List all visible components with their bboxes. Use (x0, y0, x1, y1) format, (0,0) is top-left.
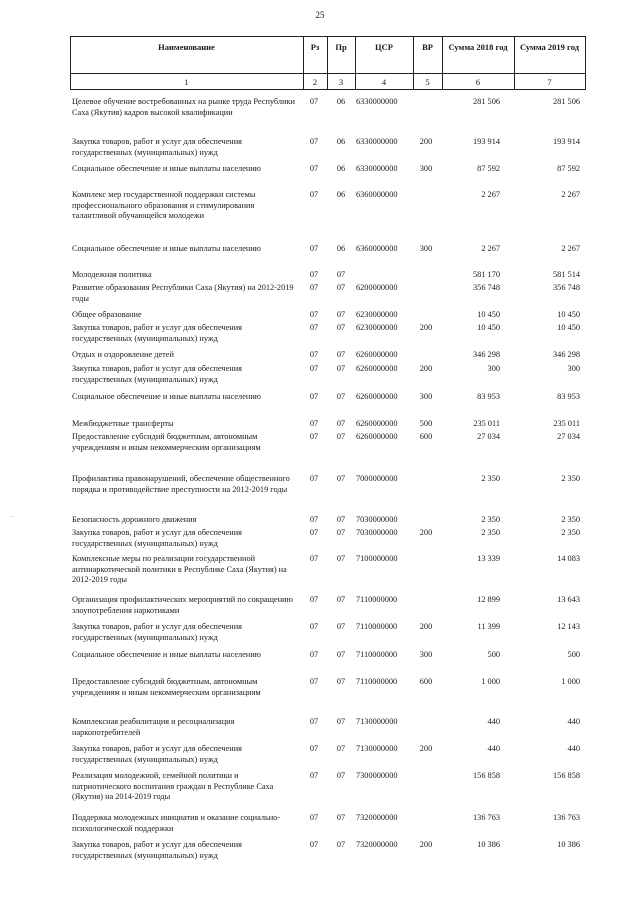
row-pr: 07 (336, 270, 346, 279)
row-vr: 300 (419, 650, 433, 659)
row-rz: 07 (309, 474, 319, 483)
row-sum-2018: 136 763 (473, 813, 500, 822)
row-sum-2018: 2 350 (481, 528, 500, 537)
row-pr: 07 (336, 554, 346, 563)
row-rz: 07 (309, 244, 319, 253)
row-vr: 600 (419, 677, 433, 686)
row-vr: 200 (419, 323, 433, 332)
row-name: Комплекс мер государственной поддержки системы профессионального образования и стимулирования талантливой обучающейся молодежи (72, 190, 256, 221)
row-sum-2018: 83 953 (477, 392, 500, 401)
row-name: Безопасность дорожного движения (72, 515, 197, 524)
row-vr: 200 (419, 364, 433, 373)
header-sum-2019: Сумма 2019 год (519, 42, 580, 52)
row-rz: 07 (309, 270, 319, 279)
row-pr: 07 (336, 840, 346, 849)
row-pr: 07 (336, 622, 346, 631)
row-sum-2018: 10 450 (477, 310, 500, 319)
row-csr: 6260000000 (356, 392, 398, 401)
row-pr: 07 (336, 813, 346, 822)
row-sum-2018: 300 (487, 364, 500, 373)
header-sum-2018: Сумма 2018 год (448, 42, 508, 52)
row-name: Комплексные меры по реализации государственной антинаркотической политики в Республике Саха (Якутия) на 2012-2019 годы (72, 554, 287, 585)
row-sum-2019: 136 763 (553, 813, 580, 822)
row-pr: 07 (336, 310, 346, 319)
row-name: Социальное обеспечение и иные выплаты населению (72, 392, 261, 401)
col-number-2: 2 (312, 77, 318, 87)
row-pr: 06 (336, 97, 346, 106)
row-sum-2019: 281 506 (553, 97, 580, 106)
row-pr: 07 (336, 677, 346, 686)
row-pr: 07 (336, 515, 346, 524)
row-csr: 6360000000 (356, 244, 398, 253)
header-top-rule (70, 36, 586, 37)
row-sum-2018: 1 000 (481, 677, 500, 686)
row-rz: 07 (309, 650, 319, 659)
row-rz: 07 (309, 137, 319, 146)
col-number-4: 4 (381, 77, 387, 87)
row-sum-2019: 2 350 (561, 528, 580, 537)
row-rz: 07 (309, 419, 319, 428)
row-sum-2019: 356 748 (553, 283, 580, 292)
header-vr: ВР (422, 42, 433, 52)
row-csr: 7100000000 (356, 554, 398, 563)
row-sum-2019: 2 350 (561, 474, 580, 483)
row-sum-2018: 281 506 (473, 97, 500, 106)
row-vr: 300 (419, 392, 433, 401)
header-mid-rule (70, 73, 586, 74)
row-pr: 07 (336, 650, 346, 659)
row-sum-2019: 300 (567, 364, 580, 373)
row-vr: 300 (419, 164, 433, 173)
row-sum-2018: 87 592 (477, 164, 500, 173)
header-csr: ЦСР (375, 42, 393, 52)
row-rz: 07 (309, 364, 319, 373)
row-sum-2019: 2 267 (561, 190, 580, 199)
row-csr: 7110000000 (356, 622, 398, 631)
row-rz: 07 (309, 392, 319, 401)
row-vr: 300 (419, 244, 433, 253)
row-rz: 07 (309, 283, 319, 292)
row-vr: 500 (419, 419, 433, 428)
row-rz: 07 (309, 350, 319, 359)
row-name: Закупка товаров, работ и услуг для обеспечения государственных (муниципальных) нужд (72, 364, 242, 384)
row-sum-2018: 27 034 (477, 432, 500, 441)
row-sum-2018: 10 386 (477, 840, 500, 849)
row-sum-2019: 27 034 (557, 432, 580, 441)
row-rz: 07 (309, 323, 319, 332)
row-sum-2019: 193 914 (553, 137, 580, 146)
row-name: Развитие образования Республики Саха (Якутия) на 2012-2019 годы (72, 283, 294, 303)
row-csr: 6330000000 (356, 97, 398, 106)
row-csr: 6330000000 (356, 137, 398, 146)
row-sum-2019: 440 (567, 744, 580, 753)
row-pr: 07 (336, 717, 346, 726)
row-name: Социальное обеспечение и иные выплаты населению (72, 650, 261, 659)
row-name: Закупка товаров, работ и услуг для обеспечения государственных (муниципальных) нужд (72, 323, 242, 343)
row-pr: 07 (336, 432, 346, 441)
row-sum-2018: 156 858 (473, 771, 500, 780)
row-sum-2019: 156 858 (553, 771, 580, 780)
row-name: Поддержка молодежных инициатив и оказание социально-психологической поддержки (72, 813, 281, 833)
row-vr: 200 (419, 622, 433, 631)
row-sum-2018: 11 399 (477, 622, 500, 631)
row-vr: 600 (419, 432, 433, 441)
row-sum-2018: 2 350 (481, 474, 500, 483)
row-rz: 07 (309, 97, 319, 106)
row-csr: 7030000000 (356, 528, 398, 537)
row-rz: 07 (309, 677, 319, 686)
row-csr: 6260000000 (356, 350, 398, 359)
row-pr: 06 (336, 244, 346, 253)
row-name: Межбюджетные трансферты (72, 419, 174, 428)
row-csr: 7130000000 (356, 717, 398, 726)
row-name: Отдых и оздоровление детей (72, 350, 174, 359)
row-name: Социальное обеспечение и иные выплаты населению (72, 164, 261, 173)
row-sum-2019: 10 450 (557, 310, 580, 319)
header-bottom-rule (70, 89, 586, 90)
row-rz: 07 (309, 595, 319, 604)
row-sum-2019: 346 298 (553, 350, 580, 359)
row-sum-2018: 440 (487, 717, 500, 726)
row-rz: 07 (309, 744, 319, 753)
col-number-1: 1 (184, 77, 189, 87)
row-name: Закупка товаров, работ и услуг для обеспечения государственных (муниципальных) нужд (72, 840, 242, 860)
row-name: Закупка товаров, работ и услуг для обеспечения государственных (муниципальных) нужд (72, 137, 242, 157)
col-number-7: 7 (547, 77, 552, 87)
row-sum-2019: 440 (567, 717, 580, 726)
row-csr: 7110000000 (356, 650, 398, 659)
row-pr: 07 (336, 595, 346, 604)
row-pr: 06 (336, 190, 346, 199)
row-csr: 7110000000 (356, 677, 398, 686)
row-rz: 07 (309, 515, 319, 524)
row-csr: 6260000000 (356, 419, 398, 428)
row-pr: 06 (336, 164, 346, 173)
row-rz: 07 (309, 190, 319, 199)
row-sum-2018: 2 267 (481, 190, 500, 199)
row-sum-2019: 2 350 (561, 515, 580, 524)
row-csr: 7300000000 (356, 771, 398, 780)
row-sum-2018: 2 350 (481, 515, 500, 524)
row-rz: 07 (309, 813, 319, 822)
row-sum-2018: 440 (487, 744, 500, 753)
row-pr: 07 (336, 419, 346, 428)
row-rz: 07 (309, 554, 319, 563)
row-sum-2019: 87 592 (557, 164, 580, 173)
row-pr: 06 (336, 137, 346, 146)
row-vr: 200 (419, 137, 433, 146)
row-name: Организация профилактических мероприятий по сокращению злоупотребления наркотиками (72, 595, 293, 615)
row-rz: 07 (309, 717, 319, 726)
row-sum-2019: 14 083 (557, 554, 580, 563)
col-number-6: 6 (475, 77, 481, 87)
row-csr: 7320000000 (356, 840, 398, 849)
row-pr: 07 (336, 323, 346, 332)
row-sum-2018: 10 450 (477, 323, 500, 332)
row-name: Предоставление субсидий бюджетным, автономным учреждениям и иным некоммерческим организациям (72, 432, 261, 452)
row-name: Предоставление субсидий бюджетным, автономным учреждениям и иным некоммерческим организациям (72, 677, 261, 697)
row-vr: 200 (419, 528, 433, 537)
row-name: Общее образование (72, 310, 142, 319)
row-name: Реализация молодежной, семейной политики и патриотического воспитания граждан в Республике Саха (Якутия) на 2014-2019 годы (72, 771, 274, 802)
row-sum-2018: 2 267 (481, 244, 500, 253)
row-sum-2018: 346 298 (473, 350, 500, 359)
row-sum-2019: 500 (567, 650, 580, 659)
row-sum-2019: 2 267 (561, 244, 580, 253)
row-csr: 6200000000 (356, 283, 398, 292)
row-sum-2019: 581 514 (553, 270, 580, 279)
row-sum-2019: 12 143 (557, 622, 580, 631)
row-sum-2018: 235 011 (473, 419, 500, 428)
header-rz: Рз (310, 42, 320, 52)
row-rz: 07 (309, 528, 319, 537)
row-name: Закупка товаров, работ и услуг для обеспечения государственных (муниципальных) нужд (72, 622, 242, 642)
row-rz: 07 (309, 310, 319, 319)
row-sum-2019: 10 386 (557, 840, 580, 849)
row-pr: 07 (336, 350, 346, 359)
row-sum-2018: 13 339 (477, 554, 500, 563)
row-sum-2019: 13 643 (557, 595, 580, 604)
row-sum-2018: 500 (487, 650, 500, 659)
row-csr: 6360000000 (356, 190, 398, 199)
row-rz: 07 (309, 164, 319, 173)
row-csr: 7030000000 (356, 515, 398, 524)
row-rz: 07 (309, 771, 319, 780)
row-name: Закупка товаров, работ и услуг для обеспечения государственных (муниципальных) нужд (72, 528, 242, 548)
header-pr: Пр (335, 42, 347, 52)
row-sum-2018: 193 914 (473, 137, 500, 146)
row-sum-2018: 356 748 (473, 283, 500, 292)
row-sum-2019: 1 000 (561, 677, 580, 686)
row-name: Закупка товаров, работ и услуг для обеспечения государственных (муниципальных) нужд (72, 744, 242, 764)
row-pr: 07 (336, 392, 346, 401)
header-name: Наименование (158, 42, 215, 52)
row-sum-2018: 581 170 (473, 270, 500, 279)
row-pr: 07 (336, 744, 346, 753)
col-divider (585, 36, 586, 90)
row-sum-2019: 235 011 (553, 419, 580, 428)
row-pr: 07 (336, 771, 346, 780)
row-vr: 200 (419, 840, 433, 849)
row-pr: 07 (336, 474, 346, 483)
col-number-3: 3 (338, 77, 344, 87)
row-pr: 07 (336, 283, 346, 292)
row-csr: 7320000000 (356, 813, 398, 822)
row-csr: 7110000000 (356, 595, 398, 604)
row-rz: 07 (309, 840, 319, 849)
row-csr: 7000000000 (356, 474, 398, 483)
page-number: 25 (315, 10, 325, 20)
col-number-5: 5 (425, 77, 430, 87)
row-sum-2019: 83 953 (557, 392, 580, 401)
row-csr: 6230000000 (356, 323, 398, 332)
margin-mark: · (11, 513, 14, 521)
row-csr: 6260000000 (356, 364, 398, 373)
row-rz: 07 (309, 622, 319, 631)
row-sum-2019: 10 450 (557, 323, 580, 332)
row-name: Комплексная реабилитация и ресоциализация наркопотребителей (72, 717, 235, 737)
row-pr: 07 (336, 364, 346, 373)
row-pr: 07 (336, 528, 346, 537)
row-name: Целевое обучение востребованных на рынке труда Республики Саха (Якутия) кадров высокой квалификации (72, 97, 295, 117)
row-name: Молодежная политика (72, 270, 152, 279)
row-csr: 6260000000 (356, 432, 398, 441)
row-rz: 07 (309, 432, 319, 441)
row-csr: 6230000000 (356, 310, 398, 319)
row-csr: 6330000000 (356, 164, 398, 173)
row-name: Профилактика правонарушений, обеспечение общественного порядка и противодействие преступности на 2012-2019 годы (72, 474, 290, 494)
row-vr: 200 (419, 744, 433, 753)
row-csr: 7130000000 (356, 744, 398, 753)
row-name: Социальное обеспечение и иные выплаты населению (72, 244, 261, 253)
row-sum-2018: 12 899 (477, 595, 500, 604)
